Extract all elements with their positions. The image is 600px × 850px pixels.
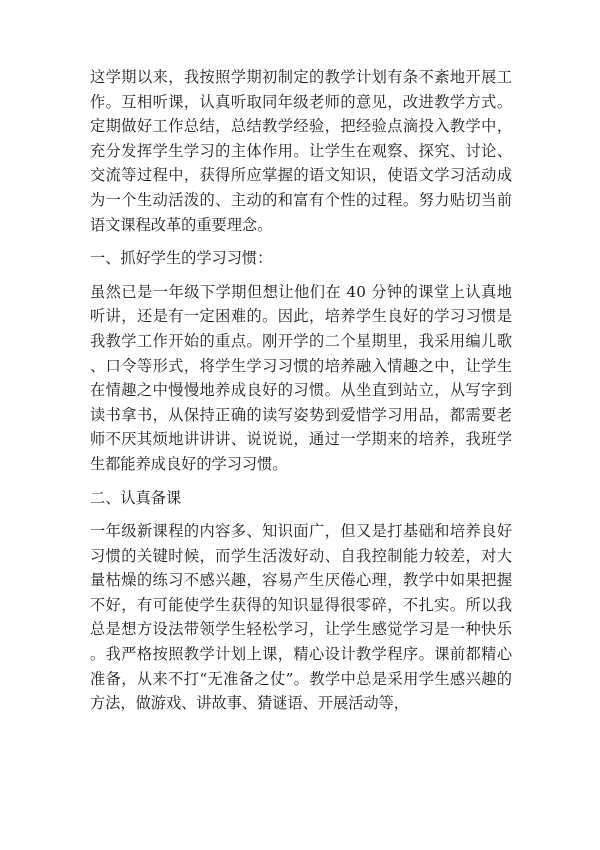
paragraph-lesson-prep: 一年级新课程的内容多、知识面广，但又是打基础和培养良好习惯的关键时候，而学生活泼好动、自我控制能力较差，对大量枯燥的练习不感兴趣，容易产生厌倦心理，教学中如果把握不好，有可能使学生获得的知识显得很零碎，不扎实。所以我总是想方设法带领学生轻松学习，让学生感觉学习是一种快乐。我严格按照教学计划上课，精心设计教学程序。课前都精心准备，从来不打“无准备之仗”。教学中总是采用学生感兴趣的方法，做游戏、讲故事、猜谜语、开展活动等， — [90, 522, 512, 713]
section-heading-2: 二、认真备课 — [90, 488, 182, 507]
section-heading-1: 一、抓好学生的学习习惯： — [90, 249, 273, 268]
document-body — [90, 65, 512, 725]
paragraph-intro: 这学期以来，我按照学期初制定的教学计划有条不紊地开展工作。互相听课，认真听取同年级老师的意见，改进教学方式。定期做好工作总结，总结教学经验，把经验点滴投入教学中，充分发挥学生学习的主体作用。让学生在观察、探究、讨论、交流等过程中，获得所应掌握的语文知识，使语文学习活动成为一个生动活泼的、主动的和富有个性的过程。努力贴切当前语文课程改革的重要理念。 — [90, 68, 512, 234]
paragraph-study-habits: 虽然已是一年级下学期但想让他们在 40 分钟的课堂上认真地听讲，还是有一定困难的。因此，培养学生良好的学习习惯是我教学工作开始的重点。刚开学的二个星期里，我采用编儿歌、口令等形式，将学生学习习惯的培养融入情趣之中，让学生在情趣之中慢慢地养成良好的习惯。从坐直到站立，从写字到读书拿书，从保持正确的读写姿势到爱惜学习用品，都需要老师不厌其烦地讲讲讲、说说说，通过一学期来的培养，我班学生都能养成良好的学习习惯。 — [90, 282, 512, 473]
